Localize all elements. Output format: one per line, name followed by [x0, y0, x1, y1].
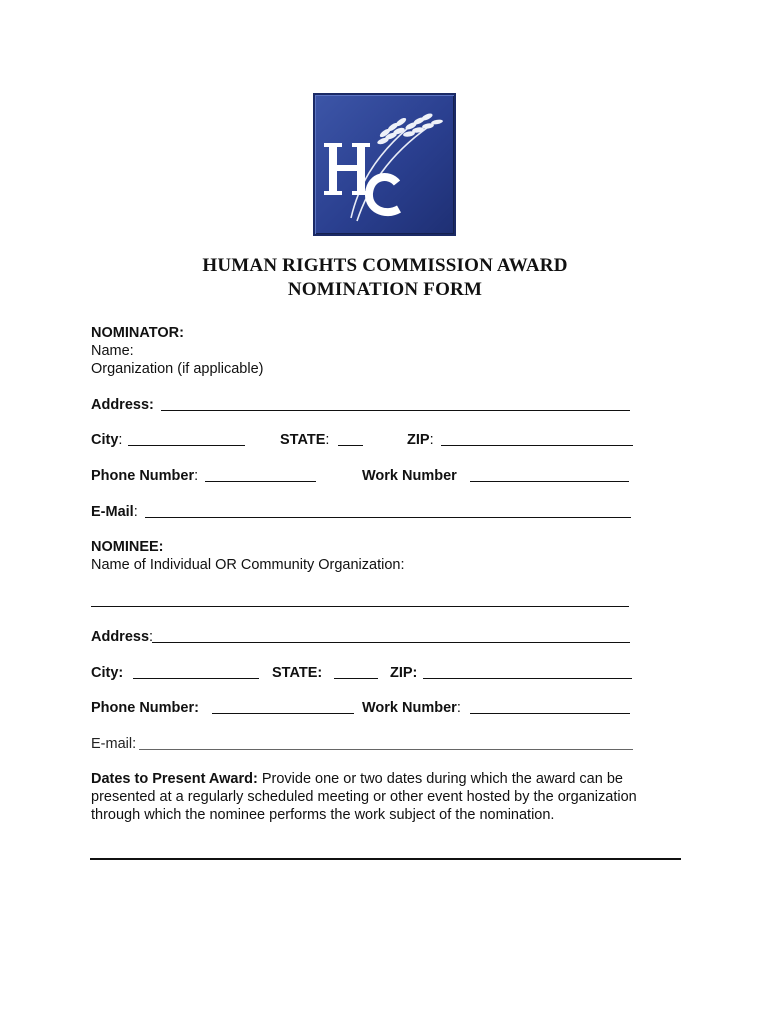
nominator-city-label: City:	[91, 432, 123, 448]
nominee-state-field[interactable]	[334, 678, 378, 679]
nominator-state-label: STATE:	[280, 432, 330, 448]
nominator-name-label: Name:	[91, 343, 134, 359]
nominee-name-field[interactable]	[91, 606, 629, 607]
nominee-email-label: E-mail:	[91, 736, 137, 752]
nominee-heading: NOMINEE:	[91, 539, 164, 555]
nominator-city-field[interactable]	[128, 445, 245, 446]
nominator-address-label: Address:	[91, 397, 154, 413]
nominee-phone-label: Phone Number:	[91, 700, 199, 716]
nominator-email-field[interactable]	[145, 517, 631, 518]
bottom-divider	[90, 858, 681, 860]
wheat-icon	[313, 93, 456, 236]
form-title-line1: HUMAN RIGHTS COMMISSION AWARD	[202, 255, 568, 276]
nominee-zip-label: ZIP:	[390, 665, 418, 681]
nominee-work-label: Work Number:	[362, 700, 461, 716]
nominee-address-label: Address:	[91, 629, 154, 645]
nominee-city-label: City:	[91, 665, 124, 681]
dates-label: Dates to Present Award:	[91, 771, 258, 787]
nominee-name-label: Name of Individual OR Community Organization:	[91, 557, 405, 573]
nominee-work-field[interactable]	[470, 713, 630, 714]
dates-paragraph	[91, 770, 681, 824]
nominator-zip-label: ZIP:	[407, 432, 434, 448]
nominee-state-label: STATE:	[272, 665, 323, 681]
form-title-line2: NOMINATION FORM	[287, 279, 483, 300]
nominator-work-label: Work Number	[362, 468, 457, 484]
nominee-address-field[interactable]	[152, 642, 630, 643]
nominee-phone-field[interactable]	[212, 713, 354, 714]
nominee-zip-field[interactable]	[423, 678, 632, 679]
nominator-phone-label: Phone Number:	[91, 468, 199, 484]
nominator-org-label: Organization (if applicable)	[91, 361, 264, 377]
nominator-state-field[interactable]	[338, 445, 363, 446]
nominator-zip-field[interactable]	[441, 445, 633, 446]
nominator-heading: NOMINATOR:	[91, 325, 184, 341]
nominator-phone-field[interactable]	[205, 481, 316, 482]
nominator-work-field[interactable]	[470, 481, 629, 482]
nominator-email-label: E-Mail:	[91, 504, 138, 520]
dates-text: Provide one or two dates during which the award can be presented at a regularly scheduled meeting or other event hosted by the organization through which the nominee performs the work subject of the nomination.	[91, 771, 637, 823]
hc-logo	[313, 93, 456, 236]
nominator-address-field[interactable]	[161, 410, 630, 411]
nominee-email-field[interactable]	[139, 749, 633, 750]
nominee-city-field[interactable]	[133, 678, 259, 679]
